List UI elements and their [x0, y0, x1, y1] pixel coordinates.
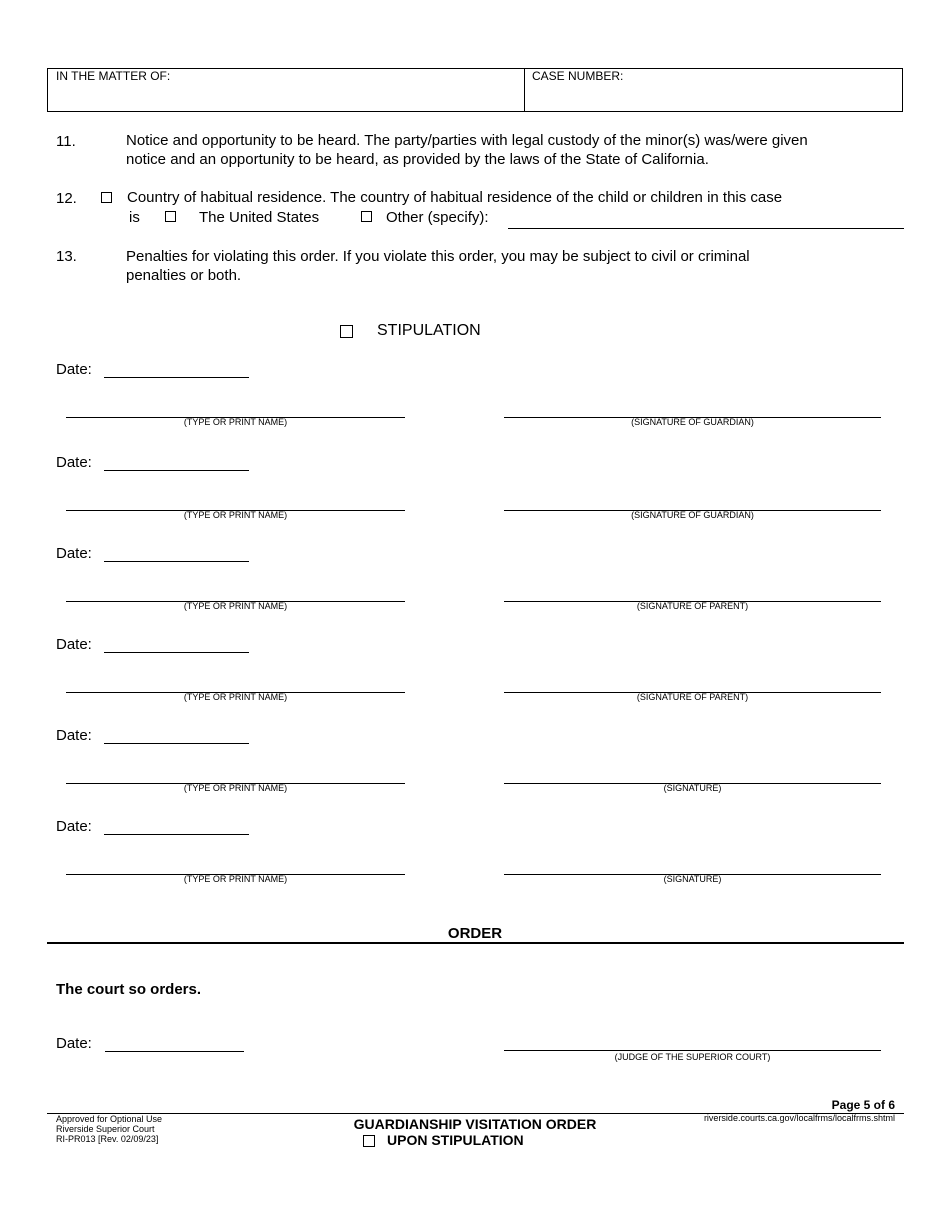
stipulation-date-label: Date:	[56, 636, 92, 653]
stipulation-date-label: Date:	[56, 454, 92, 471]
paragraph-12-line1: Country of habitual residence. The country of habitual residence of the child or children in this case	[127, 189, 783, 206]
page-number: Page 5 of 6	[831, 1098, 895, 1112]
stipulation-date-field[interactable]	[104, 834, 249, 835]
order-title: ORDER	[447, 925, 503, 942]
signature-caption: (SIGNATURE OF PARENT)	[636, 601, 749, 611]
judge-signature-line[interactable]	[504, 1050, 881, 1051]
matter-label: IN THE MATTER OF:	[56, 69, 171, 83]
footer-court: Riverside Superior Court	[56, 1124, 155, 1134]
paragraph-11-number: 11.	[56, 133, 76, 150]
paragraph-11-line2: notice and an opportunity to be heard, as provided by the laws of the State of California.	[126, 151, 709, 168]
stipulation-date-label: Date:	[56, 545, 92, 562]
stipulation-date-field[interactable]	[104, 743, 249, 744]
print-name-caption: (TYPE OR PRINT NAME)	[183, 601, 288, 611]
stipulation-date-field[interactable]	[104, 470, 249, 471]
print-name-caption: (TYPE OR PRINT NAME)	[183, 692, 288, 702]
order-date-label: Date:	[56, 1035, 92, 1052]
footer-title-line2: UPON STIPULATION	[387, 1132, 524, 1148]
stipulation-title: STIPULATION	[377, 322, 481, 339]
stipulation-date-label: Date:	[56, 361, 92, 378]
upon-stipulation-checkbox[interactable]	[363, 1135, 375, 1147]
signature-caption: (SIGNATURE)	[663, 783, 722, 793]
stipulation-checkbox[interactable]	[340, 325, 353, 338]
paragraph-12-is: is	[129, 209, 140, 226]
footer-approved: Approved for Optional Use	[56, 1114, 163, 1124]
stipulation-date-field[interactable]	[104, 377, 249, 378]
matter-field[interactable]	[50, 86, 520, 108]
case-number-field[interactable]	[528, 86, 898, 108]
stipulation-date-field[interactable]	[104, 652, 249, 653]
signature-caption: (SIGNATURE OF GUARDIAN)	[631, 417, 754, 427]
court-orders-statement: The court so orders.	[56, 981, 202, 998]
footer-title-line1: GUARDIANSHIP VISITATION ORDER	[353, 1116, 597, 1132]
paragraph-13-line1: Penalties for violating this order. If you violate this order, you may be subject to civil or criminal	[126, 248, 750, 265]
judge-caption: (JUDGE OF THE SUPERIOR COURT)	[614, 1052, 771, 1062]
print-name-caption: (TYPE OR PRINT NAME)	[183, 874, 288, 884]
united-states-option: The United States	[199, 209, 320, 226]
paragraph-11-line1: Notice and opportunity to be heard. The party/parties with legal custody of the minor(s) was/were given	[126, 132, 808, 149]
paragraph-13-line2: penalties or both.	[126, 267, 242, 284]
print-name-caption: (TYPE OR PRINT NAME)	[183, 417, 288, 427]
habitual-residence-checkbox[interactable]	[101, 192, 112, 203]
stipulation-date-label: Date:	[56, 727, 92, 744]
paragraph-12-number: 12.	[56, 190, 77, 207]
signature-caption: (SIGNATURE OF PARENT)	[636, 692, 749, 702]
footer-form-id: RI-PR013 [Rev. 02/09/23]	[56, 1134, 159, 1144]
other-country-checkbox[interactable]	[361, 211, 372, 222]
header-divider	[524, 68, 525, 112]
signature-caption: (SIGNATURE OF GUARDIAN)	[631, 510, 754, 520]
united-states-checkbox[interactable]	[165, 211, 176, 222]
stipulation-date-label: Date:	[56, 818, 92, 835]
stipulation-date-field[interactable]	[104, 561, 249, 562]
print-name-caption: (TYPE OR PRINT NAME)	[183, 510, 288, 520]
order-date-field[interactable]	[105, 1051, 244, 1052]
paragraph-13-number: 13.	[56, 248, 77, 265]
other-country-field[interactable]	[508, 228, 904, 229]
other-country-option: Other (specify):	[386, 209, 489, 226]
case-number-label: CASE NUMBER:	[532, 69, 624, 83]
signature-caption: (SIGNATURE)	[663, 874, 722, 884]
footer-url: riverside.courts.ca.gov/localfrms/localfrms.shtml	[703, 1113, 895, 1123]
print-name-caption: (TYPE OR PRINT NAME)	[183, 783, 288, 793]
order-divider	[47, 942, 904, 944]
